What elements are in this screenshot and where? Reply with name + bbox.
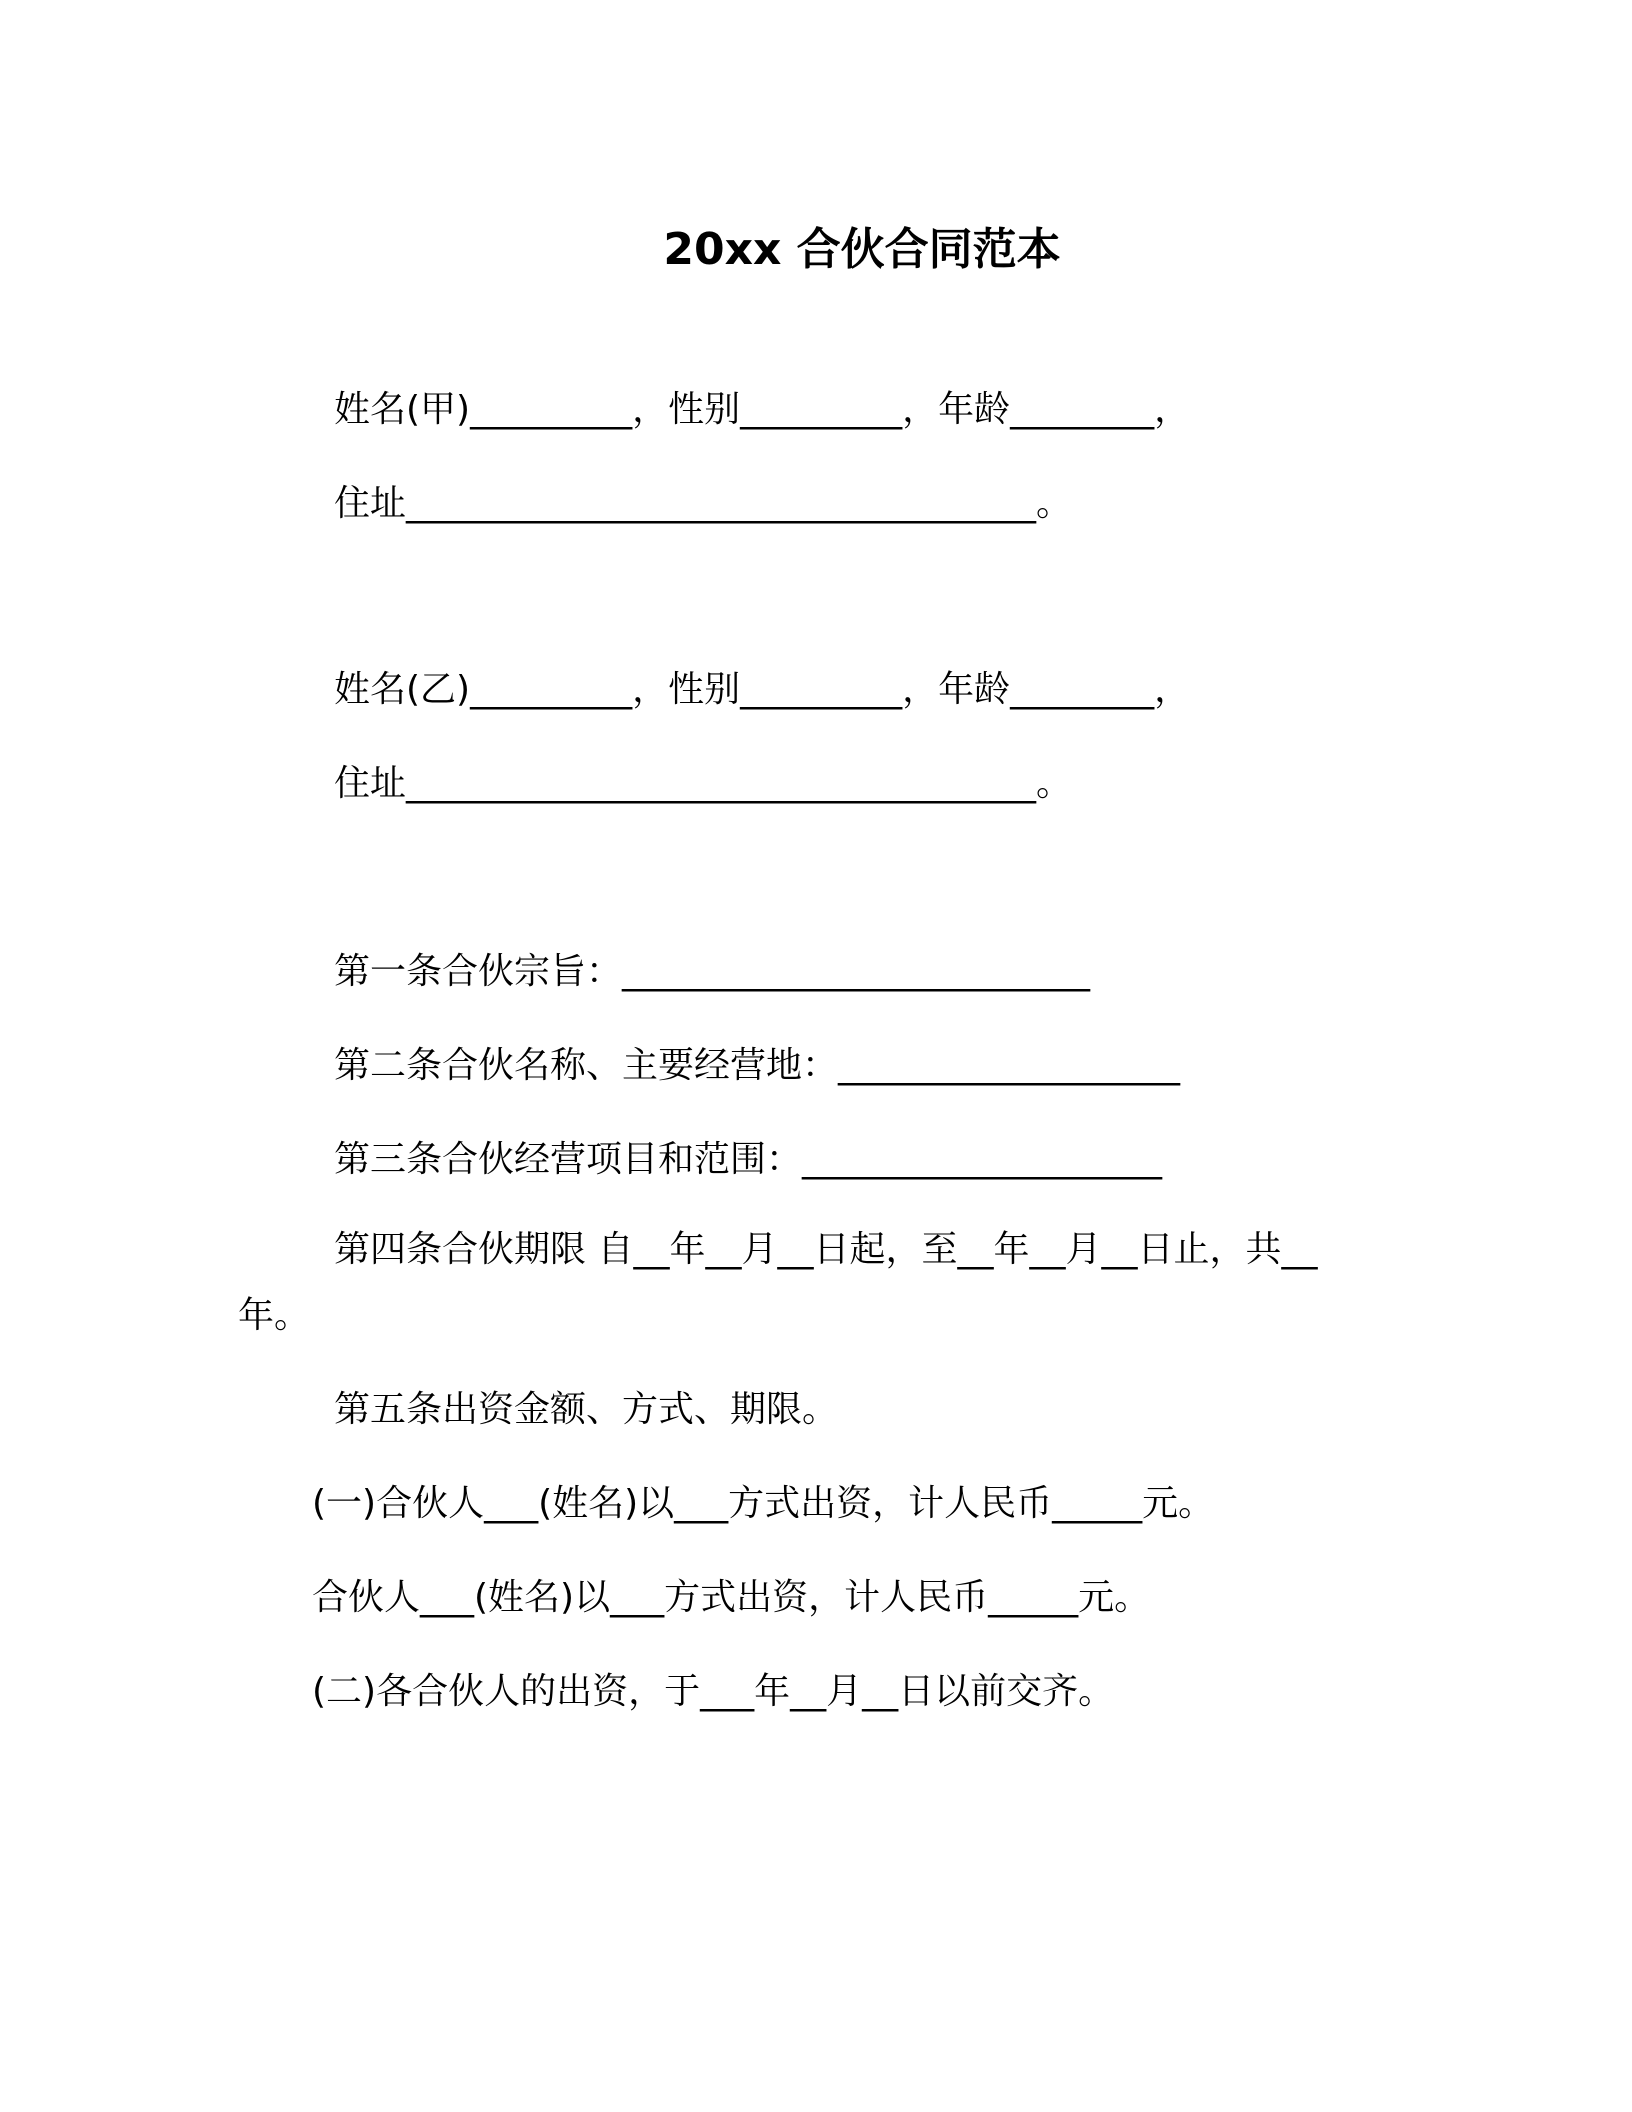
party-a-address-line: 住址___________________________________。 — [334, 483, 1072, 524]
article-5-capital: 第五条出资金额、方式、期限。 — [334, 1389, 839, 1430]
article-4-term-line1: 第四条合伙期限 自__年__月__日起，至__年__月__日止，共__ — [334, 1229, 1318, 1270]
party-b-address-line: 住址___________________________________。 — [334, 763, 1072, 804]
article-3-business-scope: 第三条合伙经营项目和范围：____________________ — [334, 1139, 1163, 1180]
document-title: 20xx 合伙合同范本 — [663, 224, 1061, 275]
article-5-item-2: (二)各合伙人的出资，于___年__月__日以前交齐。 — [312, 1671, 1115, 1712]
article-5-item-1: (一)合伙人___(姓名)以___方式出资，计人民币_____元。 — [312, 1483, 1215, 1524]
article-2-name-location: 第二条合伙名称、主要经营地：___________________ — [334, 1045, 1181, 1086]
article-1-purpose: 第一条合伙宗旨：__________________________ — [334, 951, 1091, 992]
article-4-term-line2: 年。 — [238, 1295, 311, 1336]
article-5-item-1b: 合伙人___(姓名)以___方式出资，计人民币_____元。 — [312, 1577, 1151, 1618]
party-b-info-line: 姓名(乙)_________，性别_________，年龄________， — [334, 669, 1191, 710]
party-a-info-line: 姓名(甲)_________，性别_________，年龄________， — [334, 389, 1191, 430]
